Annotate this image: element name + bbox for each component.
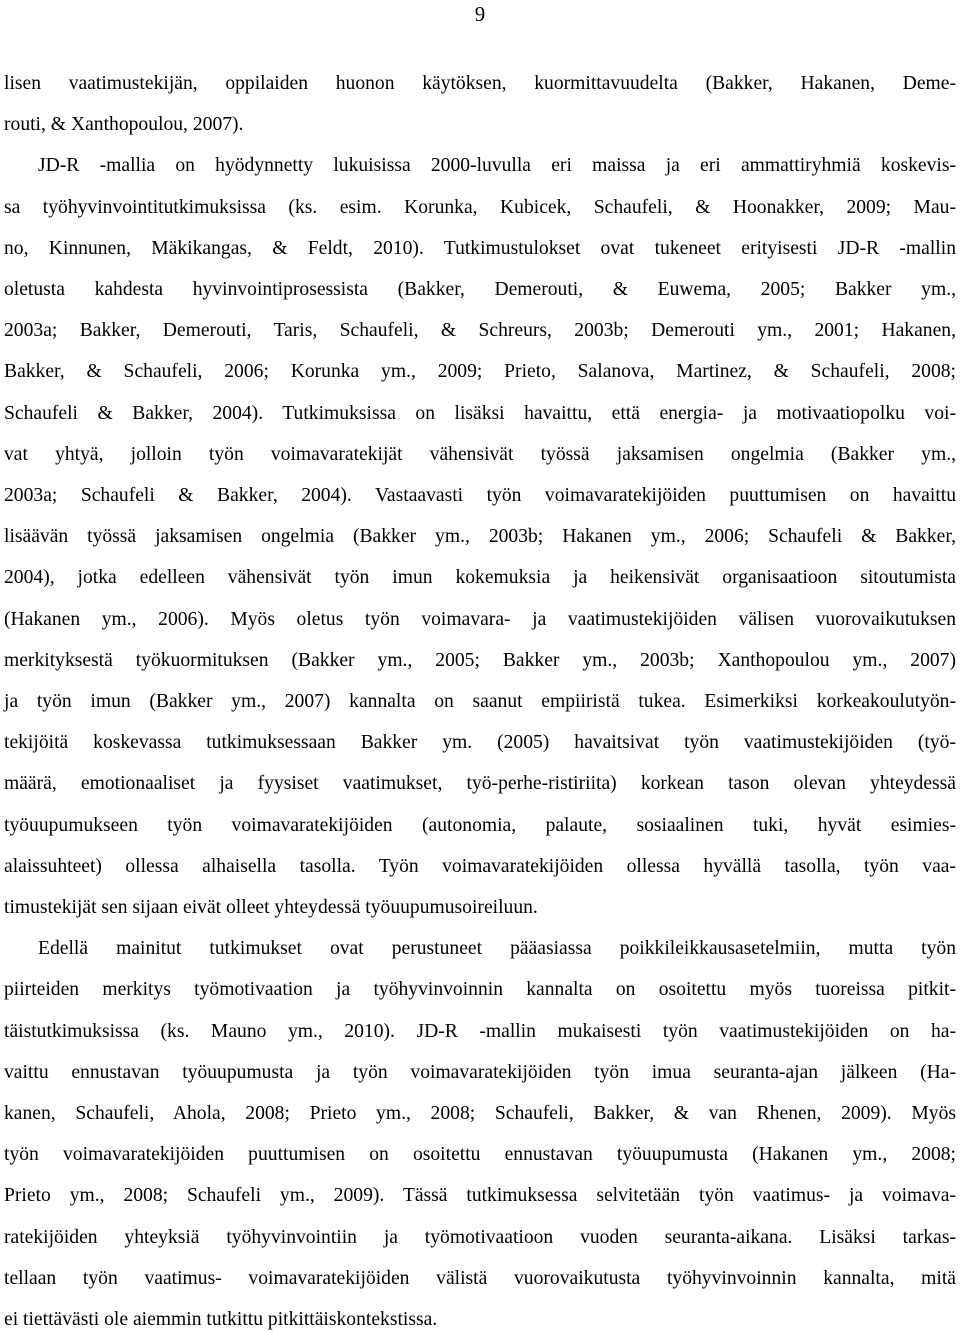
- text-line: tellaan työn vaatimus- voimavaratekijöiden välistä vuorovaikutusta työhyvinvoinnin kannalta, mitä: [4, 1267, 956, 1289]
- text-line: vat yhtyä, jolloin työn voimavaratekijät vähensivät työssä jaksamisen ongelmia (Bakker ym.,: [4, 443, 956, 465]
- page-number: 9: [474, 2, 486, 26]
- text-line: oletusta kahdesta hyvinvointiprosessista (Bakker, Demerouti, & Euwema, 2005; Bakker ym.,: [4, 279, 956, 300]
- text-line: 2003a; Schaufeli & Bakker, 2004). Vastaavasti työn voimavaratekijöiden puuttumisen on havaittu: [4, 485, 956, 506]
- text-line: 2004), jotka edelleen vähensivät työn imun kokemuksia ja heikensivät organisaatioon sitoutumista: [4, 567, 956, 589]
- text-line: vaittu ennustavan työuupumusta ja työn voimavaratekijöiden työn imua seuranta-ajan jälkeen (Ha-: [4, 1061, 956, 1083]
- text-line: työuupumukseen työn voimavaratekijöiden (autonomia, palaute, sosiaalinen tuki, hyvät esimies-: [4, 814, 956, 836]
- text-line: ei tiettävästi ole aiemmin tutkittu pitkittäiskontekstissa.: [4, 1309, 438, 1330]
- text-line: JD-R -mallia on hyödynnetty lukuisissa 2000-luvulla eri maissa ja eri ammattiryhmiä koskevis-: [38, 155, 956, 177]
- text-line: Edellä mainitut tutkimukset ovat perustuneet pääasiassa poikkileikkausasetelmiin, mutta työn: [38, 938, 956, 960]
- text-line: lisen vaatimustekijän, oppilaiden huonon käytöksen, kuormittavuudelta (Bakker, Hakanen, Deme-: [4, 73, 956, 94]
- text-line: merkityksestä työkuormituksen (Bakker ym., 2005; Bakker ym., 2003b; Xanthopoulou ym., 2007): [4, 649, 956, 671]
- text-line: Schaufeli & Bakker, 2004). Tutkimuksissa on lisäksi havaittu, että energia- ja motivaatiopolku voi-: [4, 402, 956, 424]
- text-line: työn voimavaratekijöiden puuttumisen on osoitettu ennustavan työuupumusta (Hakanen ym., 2008;: [4, 1144, 956, 1166]
- text-line: routi, & Xanthopoulou, 2007).: [4, 114, 244, 136]
- text-line: täistutkimuksissa (ks. Mauno ym., 2010). JD-R -mallin mukaisesti työn vaatimustekijöiden on ha-: [4, 1020, 956, 1042]
- text-line: määrä, emotionaaliset ja fyysiset vaatimukset, työ-perhe-ristiriita) korkean tason olevan yhteydessä: [4, 773, 956, 795]
- text-line: ja työn imun (Bakker ym., 2007) kannalta on saanut empiiristä tukea. Esimerkiksi korkeakoulutyön-: [4, 691, 956, 712]
- text-line: tekijöitä koskevassa tutkimuksessaan Bakker ym. (2005) havaitsivat työn vaatimustekijöiden (työ-: [4, 732, 956, 754]
- text-line: sa työhyvinvointitutkimuksissa (ks. esim. Korunka, Kubicek, Schaufeli, & Hoonakker, 2009; Mau-: [4, 196, 956, 218]
- text-line: no, Kinnunen, Mäkikangas, & Feldt, 2010). Tutkimustulokset ovat tukeneet erityisesti JD-R -mallin: [4, 237, 956, 259]
- text-line: timustekijät sen sijaan eivät olleet yhteydessä työuupumusoireiluun.: [4, 897, 538, 918]
- text-line: piirteiden merkitys työmotivaation ja työhyvinvoinnin kannalta on osoitettu myös tuoreissa pitkit-: [4, 979, 956, 1001]
- text-line: (Hakanen ym., 2006). Myös oletus työn voimavara- ja vaatimustekijöiden välisen vuorovaikutuksen: [4, 608, 956, 630]
- text-line: 2003a; Bakker, Demerouti, Taris, Schaufeli, & Schreurs, 2003b; Demerouti ym., 2001; Hakanen,: [4, 320, 956, 342]
- text-line: kanen, Schaufeli, Ahola, 2008; Prieto ym., 2008; Schaufeli, Bakker, & van Rhenen, 2009). Myös: [4, 1103, 956, 1124]
- text-line: alaissuhteet) ollessa alhaisella tasolla. Työn voimavaratekijöiden ollessa hyvällä tasolla, työn vaa-: [4, 855, 956, 877]
- text-line: Bakker, & Schaufeli, 2006; Korunka ym., 2009; Prieto, Salanova, Martinez, & Schaufeli, 2008;: [4, 361, 956, 383]
- text-line: ratekijöiden yhteyksiä työhyvinvointiin ja työmotivaatioon vuoden seuranta-aikana. Lisäksi tarkas-: [4, 1226, 956, 1248]
- text-line: lisäävän työssä jaksamisen ongelmia (Bakker ym., 2003b; Hakanen ym., 2006; Schaufeli & Bakker,: [4, 526, 956, 548]
- text-line: Prieto ym., 2008; Schaufeli ym., 2009). Tässä tutkimuksessa selvitetään työn vaatimus- ja voimava-: [4, 1185, 956, 1207]
